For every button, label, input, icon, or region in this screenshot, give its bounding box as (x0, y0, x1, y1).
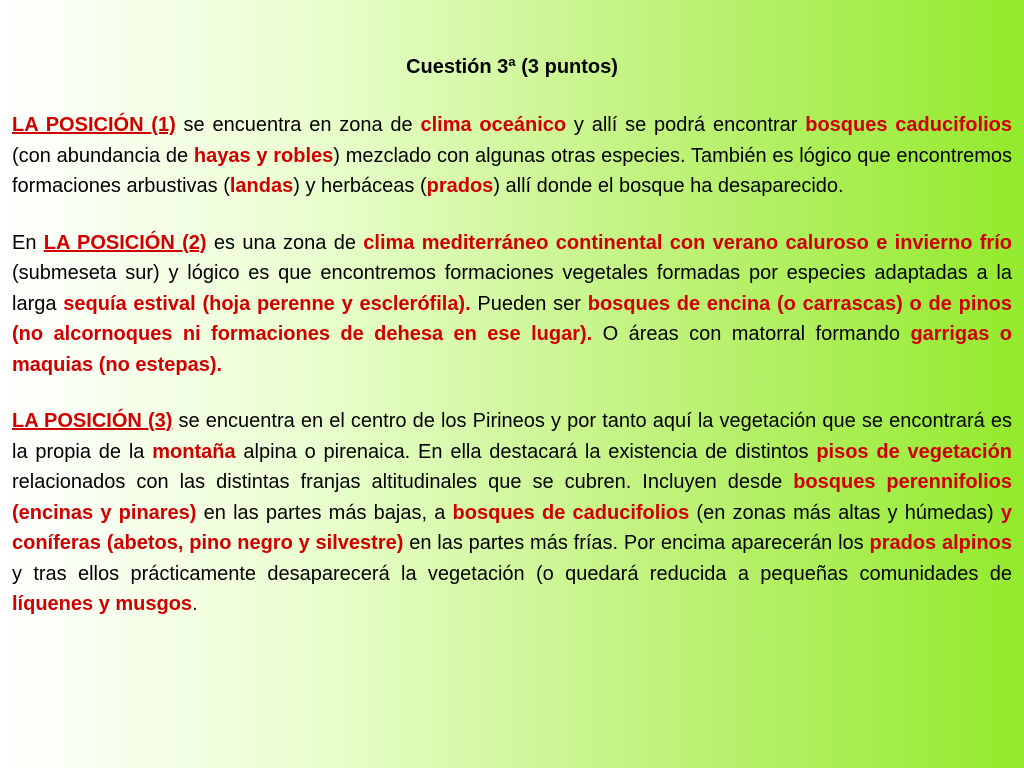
text-segment: es una zona de (206, 231, 364, 254)
highlighted-term: líquenes y musgos (12, 593, 193, 615)
text-segment: en las partes más bajas, a (196, 501, 453, 524)
text-segment: ) y herbáceas ( (293, 175, 427, 197)
text-segment: ) mezclado con algunas otras especies. También es lógico que encontremos formaciones arbustivas ( (12, 144, 1013, 197)
highlighted-term: y coníferas (abetos, pino negro y silvestre) (12, 501, 1012, 554)
text-segment: . (192, 593, 198, 615)
highlighted-term: clima mediterráneo continental con verano caluroso e invierno frío (363, 231, 1012, 254)
highlighted-term: montaña (152, 440, 236, 463)
text-segment: relacionados con las distintas franjas altitudinales que se cubren. Incluyen desde (12, 471, 794, 493)
text-segment: ) allí donde el bosque ha desaparecido. (493, 175, 844, 197)
text-segment: (submeseta sur) y lógico es que encontremos formaciones vegetales formadas por especies adaptadas a la larga (12, 262, 1012, 315)
text-segment: se encuentra en el centro de los Pirineos y por tanto aquí la vegetación que se encontrará es la propia de la (12, 410, 1012, 463)
highlighted-term: bosques de caducifolios (452, 501, 690, 524)
text-segment: alpina o pirenaica. En ella destacará la existencia de distintos (235, 440, 817, 463)
text-segment: O áreas con matorral formando (592, 323, 911, 345)
text-segment: Pueden ser (470, 292, 588, 315)
text-segment: en las partes más frías. Por encima aparecerán los (403, 532, 870, 554)
highlighted-term: prados alpinos (869, 532, 1013, 554)
text-segment: se encuentra en zona de (175, 114, 421, 136)
slide-title: Cuestión 3ª (3 puntos) (406, 56, 618, 78)
text-segment: En (12, 231, 44, 254)
highlighted-term: clima oceánico (420, 114, 567, 136)
position-heading: LA POSICIÓN (2) (43, 231, 207, 254)
paragraph-posicion-1 (12, 110, 1012, 202)
highlighted-term: garrigas o maquias (no estepas). (12, 323, 1013, 376)
paragraph-posicion-2 (12, 228, 1012, 381)
position-heading: LA POSICIÓN (3) (12, 410, 173, 432)
highlighted-term: landas (229, 175, 294, 197)
highlighted-term: bosques perennifolios (encinas y pinares) (12, 471, 1013, 524)
highlighted-term: hayas y robles (193, 144, 334, 167)
highlighted-term: prados (426, 175, 494, 197)
text-segment: y allí se podrá encontrar (566, 114, 806, 136)
highlighted-term: bosques de encina (o carrascas) o de pinos (no alcornoques ni formaciones de dehesa en ese lugar). (12, 292, 1012, 345)
highlighted-term: pisos de vegetación (816, 440, 1013, 463)
highlighted-term: bosques caducifolios (805, 114, 1012, 136)
highlighted-term: sequía estival (hoja perenne y esclerófila). (63, 292, 471, 315)
position-heading: LA POSICIÓN (1) (12, 114, 176, 136)
paragraph-posicion-3 (12, 406, 1012, 620)
text-segment: y tras ellos prácticamente desaparecerá la vegetación (o quedará reducida a pequeñas comunidades de (12, 562, 1012, 585)
slide-content (12, 110, 1012, 620)
text-segment: (con abundancia de (12, 144, 194, 167)
text-segment: (en zonas más altas y húmedas) (689, 501, 1001, 524)
